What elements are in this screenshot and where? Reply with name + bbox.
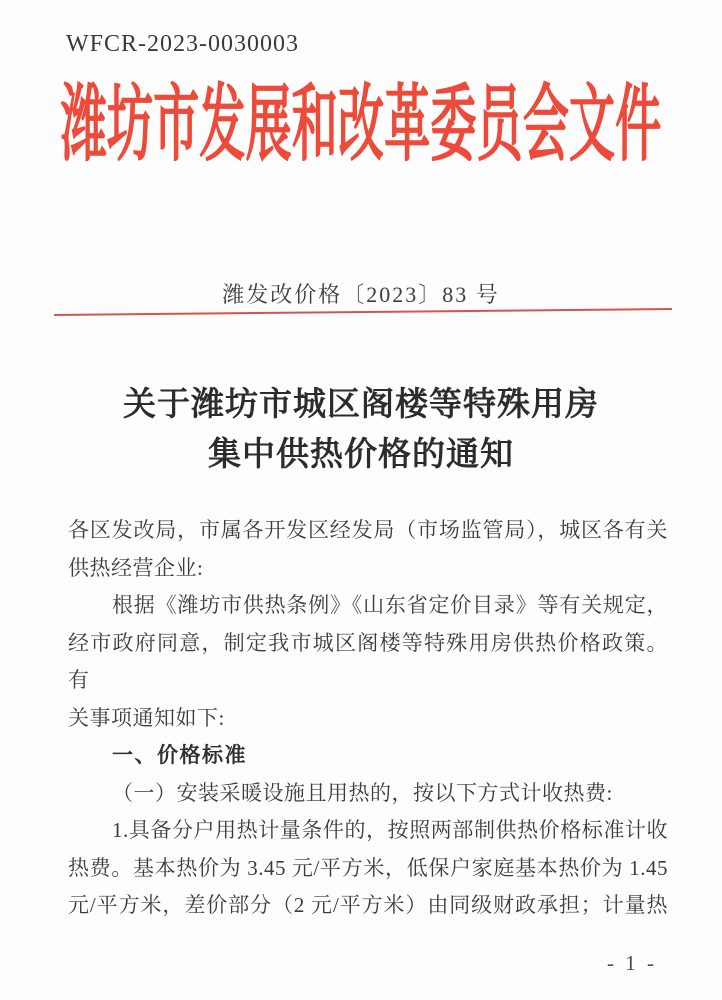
agency-banner-title: 潍坊市发展和改革委员会文件 (60, 79, 662, 172)
body-section-heading: 一、价格标准 (112, 744, 247, 767)
body-line: 关事项通知如下: (68, 705, 225, 730)
body-line: （一）安装采暖设施且用热的，按以下方式计收热费: (112, 780, 613, 805)
document-number: 潍发改价格〔2023〕83 号 (222, 282, 500, 307)
document-reference-code: WFCR-2023-0030003 (66, 31, 299, 57)
agency-banner (0, 80, 722, 180)
red-divider-line (54, 308, 672, 316)
body-line: 热费。基本热价为 3.45 元/平方米，低保户家庭基本热价为 1.45 (68, 855, 668, 880)
document-title-line2: 集中供热价格的通知 (208, 437, 514, 473)
body-line: 供热经营企业: (68, 555, 204, 580)
page-number: - 1 - (607, 951, 657, 975)
body-line: 元/平方米，差价部分（2 元/平方米）由同级财政承担；计量热 (68, 893, 668, 917)
body-line: 各区发改局，市属各开发区经发局（市场监管局），城区各有关 (68, 518, 668, 542)
document-body (68, 512, 668, 925)
body-line: 经市政府同意，制定我市城区阁楼等特殊用房供热价格政策。有 (68, 630, 668, 692)
document-title (0, 380, 722, 480)
body-line: 1.具备分户用热计量条件的，按照两部制供热价格标准计收 (112, 818, 668, 842)
body-line: 根据《潍坊市供热条例》《山东省定价目录》等有关规定， (112, 593, 668, 617)
document-title-line1: 关于潍坊市城区阁楼等特殊用房 (123, 387, 599, 423)
